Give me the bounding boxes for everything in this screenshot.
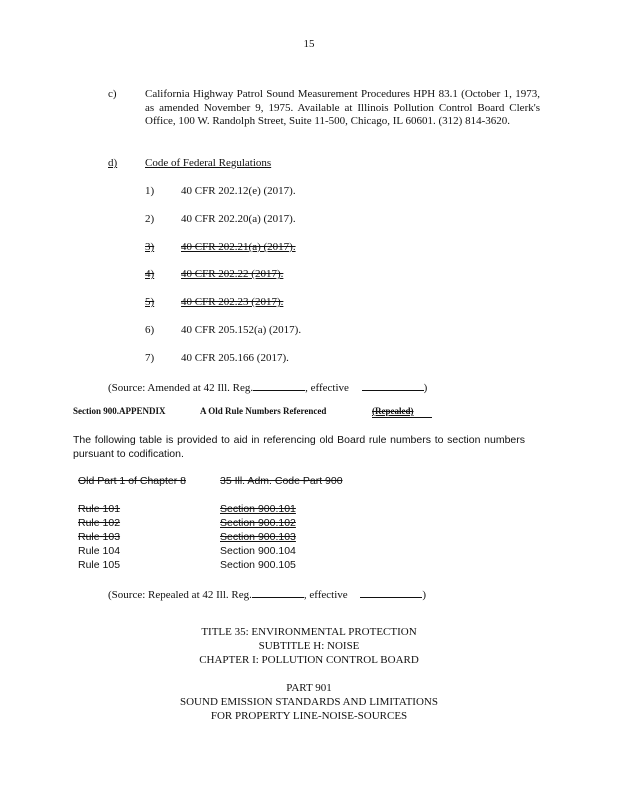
title-line: TITLE 35: ENVIRONMENTAL PROTECTION: [201, 626, 417, 638]
item-c-label: c): [108, 88, 117, 100]
subtitle-line: SUBTITLE H: NOISE: [258, 640, 360, 652]
cfr-item-text: 40 CFR 202.23 (2017).: [181, 296, 284, 308]
part-name-line-2: FOR PROPERTY LINE-NOISE-SOURCES: [210, 710, 408, 722]
reg-blank: [253, 380, 305, 391]
reg-blank: [252, 587, 304, 598]
cfr-item-text: 40 CFR 205.152(a) (2017).: [181, 324, 302, 336]
table-row-old: Rule 103: [78, 531, 121, 543]
cfr-item-number: 7): [145, 352, 155, 364]
table-row-old: Rule 104: [78, 545, 121, 557]
table-header-new: 35 Ill. Adm. Code Part 900: [220, 475, 343, 487]
table-row-old: Rule 105: [78, 559, 121, 571]
table-row-new: Section 900.105: [220, 559, 296, 571]
table-row-new: Section 900.101: [220, 503, 296, 515]
source-amended-prefix: (Source: Amended at 42 Ill. Reg.: [108, 382, 254, 394]
cfr-item-text: 40 CFR 202.21(a) (2017).: [181, 241, 296, 253]
source-repealed-close: ): [422, 589, 427, 601]
source-amended-effective: , effective: [305, 382, 349, 394]
cfr-item-number: 3): [145, 241, 155, 253]
cfr-item-text: 40 CFR 202.20(a) (2017).: [181, 213, 296, 225]
part-name-line-1: SOUND EMISSION STANDARDS AND LIMITATIONS: [180, 696, 438, 708]
cfr-item-text: 40 CFR 205.166 (2017).: [181, 352, 289, 364]
table-header-old: Old Part 1 of Chapter 8: [78, 475, 186, 487]
source-repealed-prefix: (Source: Repealed at 42 Ill. Reg.: [108, 589, 252, 601]
source-amended-note: [108, 380, 427, 394]
table-row-new: Section 900.102: [220, 517, 296, 529]
table-row-old: Rule 101: [78, 503, 121, 515]
cfr-item-number: 2): [145, 213, 155, 225]
cfr-item-number: 4): [145, 268, 155, 280]
source-amended-close: ): [423, 382, 428, 394]
intro-paragraph: The following table is provided to aid in referencing old Board rule numbers to section numbers pursuant to codification.: [73, 434, 525, 460]
section-status: (Repealed): [372, 406, 414, 416]
cfr-item-text: 40 CFR 202.12(e) (2017).: [181, 185, 296, 197]
effective-blank: [360, 587, 422, 598]
table-row-new: Section 900.103: [220, 531, 296, 543]
section-title: A Old Rule Numbers Referenced: [200, 406, 327, 416]
table-row-old: Rule 102: [78, 517, 121, 529]
source-repealed-effective: , effective: [303, 589, 348, 601]
cfr-item-number: 6): [145, 324, 155, 336]
cfr-item-text: 40 CFR 202.22 (2017).: [181, 268, 284, 280]
cfr-item-number: 5): [145, 296, 155, 308]
table-row-new: Section 900.104: [220, 545, 296, 557]
effective-blank: [362, 380, 424, 391]
cfr-item-number: 1): [145, 185, 155, 197]
chapter-line: CHAPTER I: POLLUTION CONTROL BOARD: [199, 654, 419, 666]
part-line: PART 901: [286, 682, 332, 694]
item-d-title: Code of Federal Regulations: [145, 157, 272, 169]
item-c-text: California Highway Patrol Sound Measurement Procedures HPH 83.1 (October 1, 1973, as amended November 9, 1975. Available at Illinois Pollution Control Board Clerk's Office, 100 W. Randolph Street, Suite 11-500, Chicago, IL 60601. (312) 814-3620.: [145, 88, 540, 127]
item-d-label: d): [108, 157, 118, 169]
status-underline: [372, 417, 432, 418]
page-number: 15: [303, 38, 315, 50]
source-repealed-note: [108, 587, 426, 601]
section-number: Section 900.APPENDIX: [73, 406, 166, 416]
